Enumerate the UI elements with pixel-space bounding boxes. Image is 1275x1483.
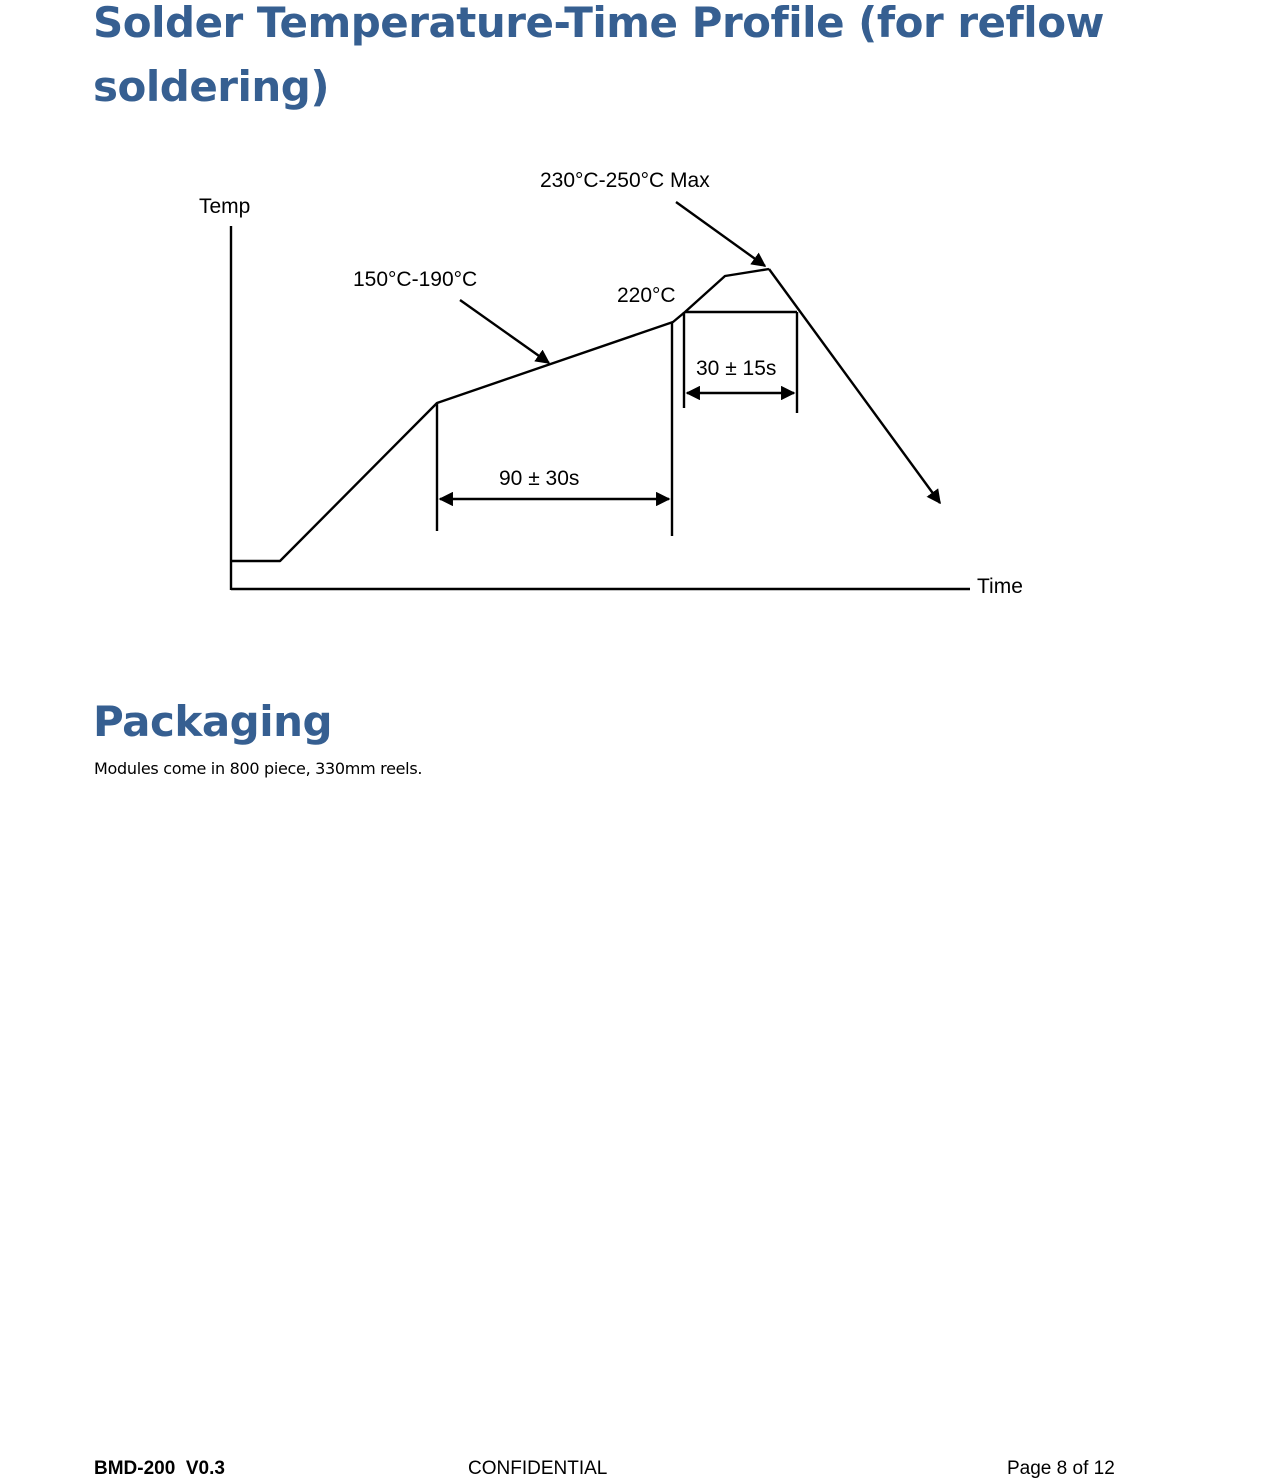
peak-callout-arrow: [676, 202, 765, 266]
section-title-line-2: soldering): [93, 62, 330, 111]
reflow-profile-diagram: [0, 0, 1275, 660]
peak-temp-label: 230°C-250°C Max: [540, 169, 710, 192]
liquidus-duration-label: 30 ± 15s: [696, 357, 777, 380]
section-title-packaging: Packaging: [93, 697, 333, 746]
preheat-temp-label: 150°C-190°C: [353, 268, 478, 291]
footer-page-number: Page 8 of 12: [1007, 1458, 1115, 1479]
y-axis-label: Temp: [199, 195, 251, 218]
cooling-slope-arrow: [769, 269, 940, 503]
liquidus-temp-label: 220°C: [617, 284, 676, 307]
preheat-duration-label: 90 ± 30s: [499, 467, 580, 490]
footer-classification: CONFIDENTIAL: [468, 1458, 608, 1479]
footer-doc-id: BMD-200 V0.3: [94, 1458, 225, 1479]
x-axis-label: Time: [977, 575, 1023, 598]
packaging-description: Modules come in 800 piece, 330mm reels.: [94, 759, 423, 778]
section-title-line-1: Solder Temperature-Time Profile (for reflow: [93, 0, 1104, 47]
preheat-callout-arrow: [460, 300, 549, 363]
